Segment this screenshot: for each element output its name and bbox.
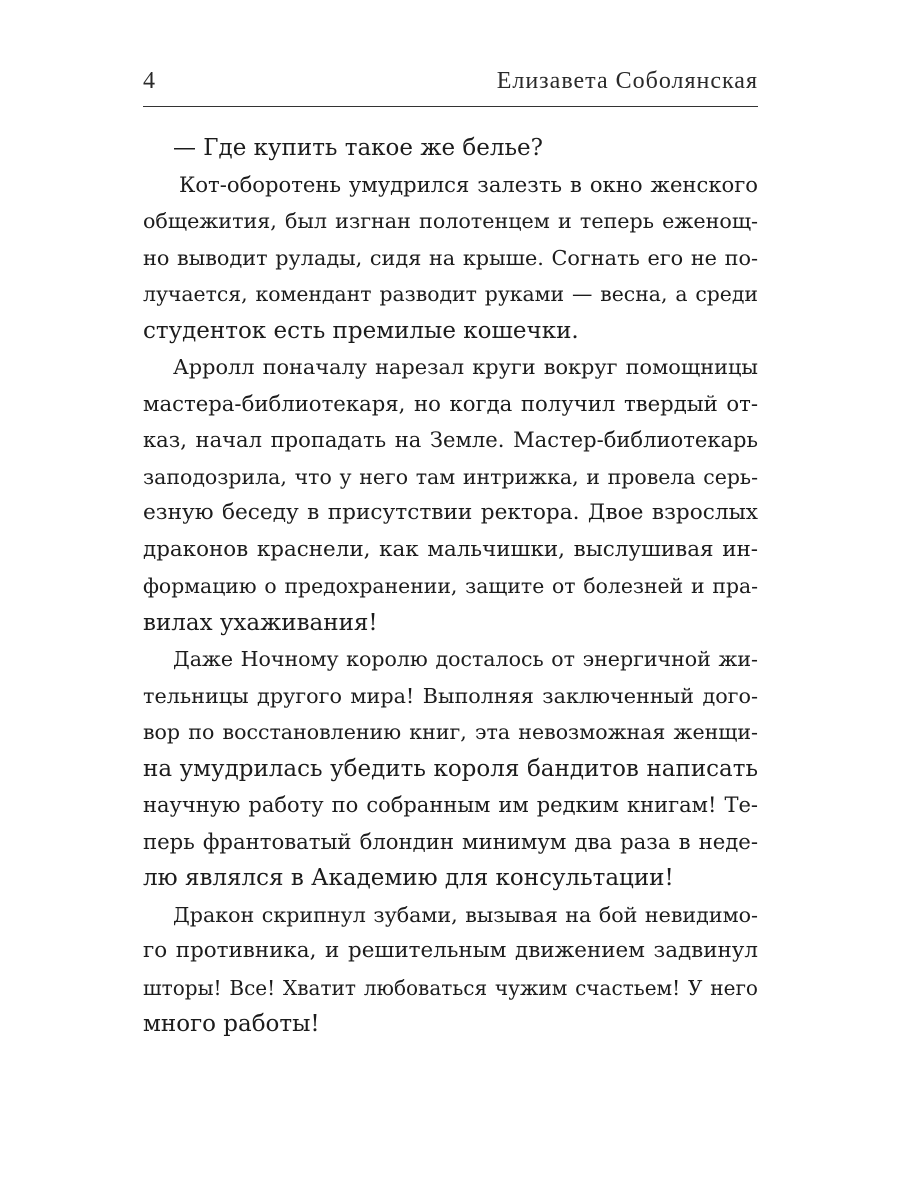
body-text (143, 130, 758, 1043)
text-line: вилах ухаживания! (143, 609, 378, 636)
text-line: Дракон скрипнул зубами, вызывая на бой невидимо- (173, 902, 758, 927)
text-line: но выводит рулады, сидя на крыше. Согнать его не по- (143, 245, 758, 270)
text-line: лучается, комендант разводит руками — весна, а среди (143, 282, 758, 306)
text-line: шторы! Все! Хватит любоваться чужим счастьем! У него (143, 975, 758, 1000)
text-line: езную беседу в присутствии ректора. Двое взрослых (143, 500, 758, 525)
text-line: го противника, и решительным движением задвинул (143, 938, 758, 963)
text-line: каз, начал пропадать на Земле. Мастер-библиотекарь (143, 427, 758, 452)
text-line: — Где купить такое же белье? (173, 135, 543, 161)
text-line: тельницы другого мира! Выполняя заключенный дого- (143, 683, 758, 708)
text-line: научную работу по собранным им редким книгам! Те- (143, 792, 758, 817)
text-line: формацию о предохранении, защите от болезней и пра- (143, 574, 758, 598)
text-line: заподозрила, что у него там интрижка, и провела серь- (143, 464, 758, 489)
text-line: много работы! (143, 1011, 320, 1037)
text-line: перь франтоватый блондин минимум два раза в неде- (143, 828, 758, 854)
text-line: студенток есть премилые кошечки. (143, 317, 579, 344)
text-line: на умудрилась убедить короля бандитов написать (143, 755, 758, 782)
text-line: мастера-библиотекаря, но когда получил твердый от- (143, 390, 758, 416)
page-number: 4 (143, 68, 156, 94)
text-line: вор по восстановлению книг, эта невозможная женщи- (143, 720, 758, 744)
text-line: Арролл поначалу нарезал круги вокруг помощницы (173, 355, 758, 379)
text-line: Кот-оборотень умудрился залезть в окно женского (179, 171, 758, 197)
header-divider (143, 106, 758, 107)
running-header (143, 66, 758, 100)
text-line: лю являлся в Академию для консультации! (143, 865, 674, 891)
author-name: Елизавета Соболянская (496, 68, 758, 94)
text-line: общежития, был изгнан полотенцем и теперь еженощ- (143, 209, 758, 233)
text-line: Даже Ночному королю досталось от энергичной жи- (173, 647, 758, 671)
text-line: драконов краснели, как мальчишки, выслушивая ин- (143, 536, 758, 562)
